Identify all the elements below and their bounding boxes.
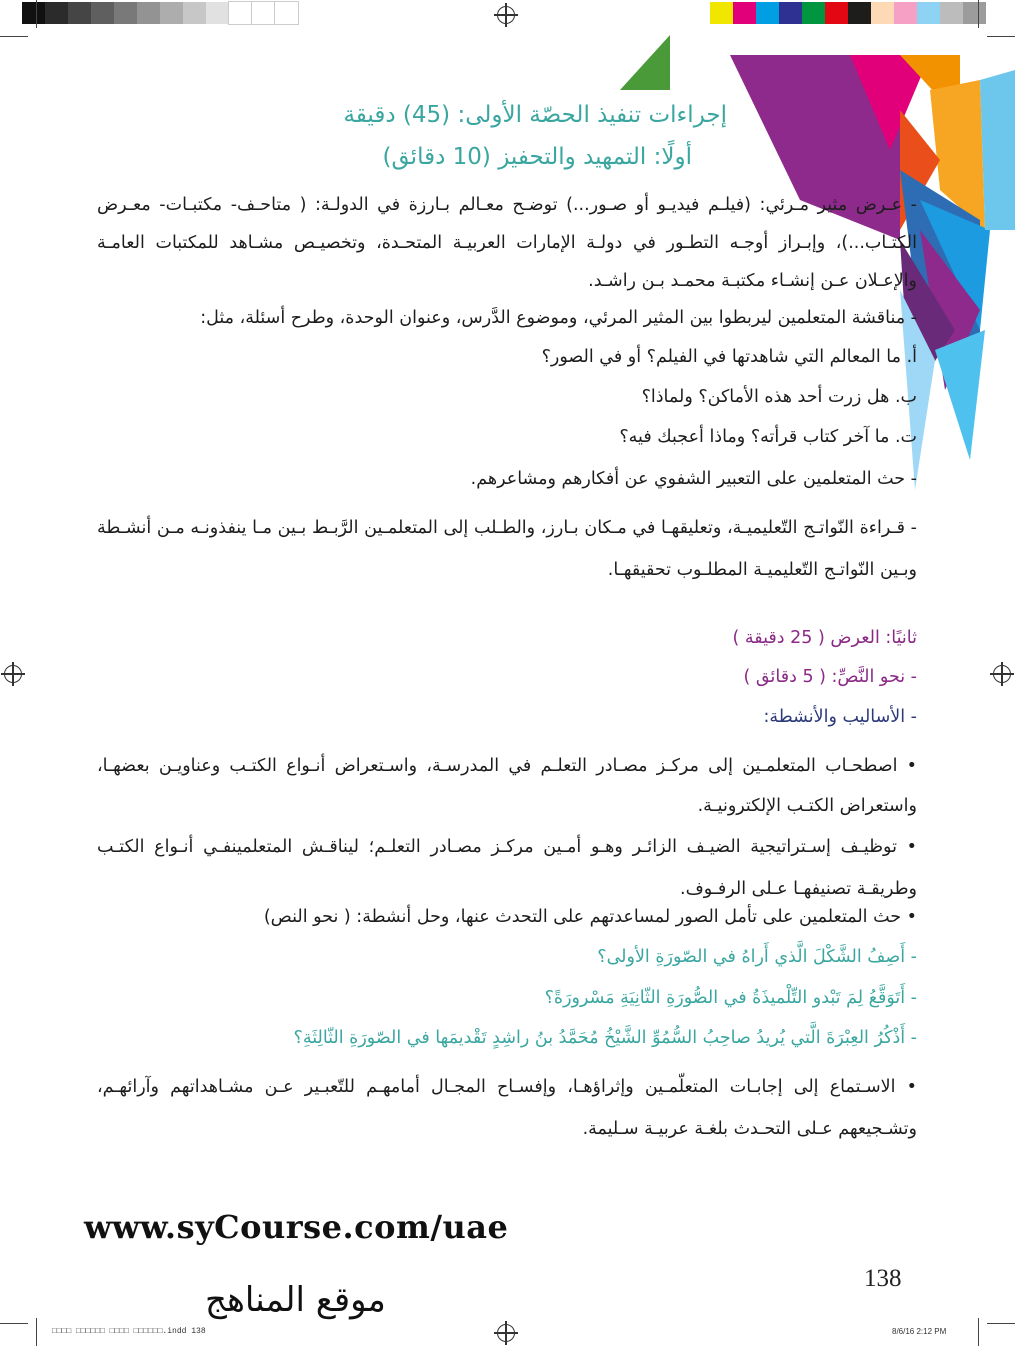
site-name: موقع المناهج: [205, 1280, 386, 1320]
color-swatch: [756, 2, 779, 24]
color-swatch: [963, 2, 986, 24]
gray-swatch: [68, 2, 91, 24]
lesson-title: إجراءات تنفيذ الحصّة الأولى: (45) دقيقة: [343, 102, 727, 128]
gray-swatch: [252, 2, 275, 24]
color-swatch: [848, 2, 871, 24]
color-swatch-bar: [710, 2, 986, 24]
registration-mark-top: [497, 6, 515, 24]
gray-swatch: [275, 2, 298, 24]
section-one-title: أولًا: التمهيد والتحفيز (10 دقائق): [382, 144, 692, 170]
paragraph-stimulus: - عـرض مثير مـرئي: (فيلـم فيديـو أو صـور...) توضـح معـالم بـارزة في الدولـة: ( متاحـف- مكتبـات- معـرض الكتـاب...)، وإبـراز أوجـه التطـور في دولـة الإمارات العربيـة المتحـدة، وتخصيـص مشـاهد للمكتبات العامـة والإعـلان عـن إنشـاء مكتبـة محمـد بـن راشـد.: [97, 195, 917, 291]
bullet-learning-center: • اصطحـاب المتعلمـين إلى مركـز مصـادر التعلـم في المدرسـة، واسـتعراض أنـواع الكتـب وعناويـن بعضهـا، واستعراض الكتـب الإلكترونيـة.: [97, 756, 917, 816]
date-info: 8/6/16 2:12 PM: [892, 1327, 947, 1336]
color-swatch: [779, 2, 802, 24]
gray-swatch: [160, 2, 183, 24]
task-predict-student: - أَتَوَقَّعُ لِمَ تَبْدو التِّلْميذَةُ في الصُّورَةِ الثّانِيَةِ مَسْرورَةً؟: [544, 988, 917, 1008]
paragraph-oral-expression: - حث المتعلمين على التعبير الشفوي عن أفكارهم ومشاعرهم.: [470, 469, 917, 489]
color-swatch: [871, 2, 894, 24]
gray-swatch: [206, 2, 229, 24]
color-swatch: [825, 2, 848, 24]
crop-mark: [978, 1318, 979, 1346]
crop-mark: [36, 0, 37, 28]
paragraph-discussion: - مناقشة المتعلمين ليربطوا بين المثير المرئي، وموضوع الدَّرس، وعنوان الوحدة، وطرح أسئلة، مثل:: [200, 308, 917, 328]
question-b: ب. هل زرت أحد هذه الأماكن؟ ولماذا؟: [641, 387, 917, 407]
website-url[interactable]: www.syCourse.com/uae: [84, 1208, 509, 1246]
paragraph-outcomes: - قـراءة النّواتـج التّعليميـة، وتعليقهـا في مـكان بـارز، والطـلب إلى المتعلمـين الرَّبـط بـين مـا ينفذونـه مـن أنشـطة وبـين النّواتـج التّعليميـة المطلـوب تحقيقهـا.: [97, 518, 917, 580]
gray-swatch: [45, 2, 68, 24]
page-number: 138: [864, 1265, 902, 1292]
crop-mark: [978, 0, 979, 28]
registration-mark-left: [4, 665, 22, 683]
color-swatch: [940, 2, 963, 24]
gray-swatch: [91, 2, 114, 24]
bullet-listening: • الاسـتماع إلى إجابـات المتعلّمـين وإثراؤهـا، وإفسـاح المجـال أمامهـم للتّعبـير عـن مشـاهداتهم وآرائهـم، وتشـجيعهم عـلى التحـدث بلغـة عربيـة سـليمة.: [97, 1077, 917, 1139]
gray-swatch: [22, 2, 45, 24]
bullet-picture-reflection: • حث المتعلمين على تأمل الصور لمساعدتهم على التحدث عنها، وحل أنشطة: ( نحو النص): [263, 907, 917, 927]
crop-mark: [0, 1323, 28, 1324]
gray-swatch: [114, 2, 137, 24]
crop-mark: [987, 1323, 1015, 1324]
section-two-title: ثانيًا: العرض ( 25 دقيقة ): [732, 628, 917, 648]
color-swatch: [733, 2, 756, 24]
gray-swatch: [137, 2, 160, 24]
crop-mark: [36, 1318, 37, 1346]
gray-swatch: [229, 2, 252, 24]
bullet-guest-strategy: • توظيـف إسـتراتيجية الضيـف الزائـر وهـو أمـين مركـز مصـادر التعلـم؛ ليناقـش المتعلمينفـي أنـواع الكتـب وطريقـة تصنيفهـا عـلى الرفـوف.: [97, 837, 917, 899]
color-swatch: [710, 2, 733, 24]
gray-swatch: [183, 2, 206, 24]
task-mention-lesson: - أَذْكُرُ العِبْرَةَ الَّتي يُريدُ صاحِبُ السُّمُوِّ الشَّيْخُ مُحَمَّدُ بنُ راشِدٍ تَقْديمَها في الصّورَةِ الثّالِثَةِ؟: [293, 1028, 917, 1048]
methods-heading: - الأساليب والأنشطة:: [763, 707, 917, 727]
crop-mark: [0, 36, 28, 37]
file-info: □□□□ □□□□□□ □□□□ □□□□□□.indd 138: [52, 1327, 206, 1336]
grayscale-bar: [22, 2, 298, 24]
registration-mark-right: [993, 665, 1011, 683]
registration-mark-bottom: [497, 1324, 515, 1342]
task-describe-shape: - أَصِفُ الشَّكْلَ الَّذي أَراهُ في الصّورَةِ الأولى؟: [597, 947, 917, 967]
color-swatch: [917, 2, 940, 24]
question-c: ت. ما آخر كتاب قرأته؟ وماذا أعجبك فيه؟: [619, 427, 917, 447]
color-swatch: [802, 2, 825, 24]
color-swatch: [894, 2, 917, 24]
question-a: أ. ما المعالم التي شاهدتها في الفيلم؟ أو في الصور؟: [541, 347, 917, 367]
towards-text-heading: - نحو النَّصِّ: ( 5 دقائق ): [743, 667, 917, 687]
